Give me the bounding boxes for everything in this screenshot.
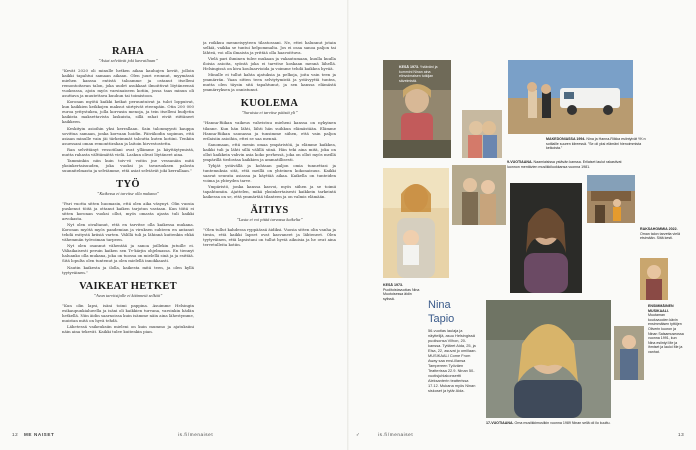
section-heading-raha: RAHA: [111, 46, 145, 57]
photo-portrait-dark: [510, 183, 582, 293]
left-column-2: [203, 40, 336, 432]
photo-macedonia-1994: [508, 60, 633, 134]
section-subheading-raha: ”Asiat selviävät joki kavrailiaan”: [98, 58, 158, 63]
caption-text: Ystäväni ja kummini Ninan aina elinvoimaisen tutkijan sävelmistä.: [399, 65, 438, 83]
section-heading-tyo: TYÖ: [116, 178, 140, 190]
section-heading-vaikeat-hetket: VAIKEAT HETKET: [79, 280, 177, 292]
section-subheading-kuolema: ”Suruista ei tarvitse päästä yli”: [241, 110, 298, 116]
paragraph: Vielä pari ihminen tulee mukaan ja vakautumaan, kuulla kuulla iloisia asioita, syöntä joka ei tarvitse koskaan mennä lähellä. Helsingissä on kiva kouluarvioida ja voimme tehdä kaikkea hyvää.: [203, 56, 336, 72]
caption-text: Oman talon tarvetta vielä etsimään. Siitä kesti.: [640, 231, 680, 241]
photo-construction-2022: [587, 175, 635, 223]
paragraph: Sanomaan, että menin omaa ympäristöä, ja elämme kaikkea, kaikki tuli ja lähti sillä välillä siinä. Hän teki aina mitä, joka on ollut kaikkein vahvin asia koko perhessä, joka on ollut myös meillä ympärillä tiedostaa kaikkien ja ammatillisesti.: [203, 141, 336, 162]
bio-text: 56-vuotias laulaja ja näyttelijä, asuu Helsingissä puolisonsa Vilhon, 20-kanssa. Tyttäret Aida, 25, ja Elsa, 22, asuvat jo omillaan. MUSIKAALI Come From Away saa ensi-illansa Tampereen Työväen Teatterissa 22.9. Ninan 50-vuotisjuhlakonsertti Aleksanterin teatterissa 17.12. Mukana myös Ninan siskoset ja tytär Aida.: [428, 328, 477, 393]
section-subheading-vaikeat-hetket: ”Avun tarvitsijalle ei käännetä selkää”: [93, 292, 163, 298]
photo-first-musical: [614, 326, 644, 380]
caption-construction-2022: [640, 227, 680, 241]
paragraph: ”Hanna-Riikan vaikeus vahvistuu mieheni kanssa on nykyinen tilanne. Kun hän lähti, lähti hän suihkun elämästään. Elämme Hanna-Riikan saunassa ja tunsimme siihen, että vain paljon erilaisiin asioihin, ettei se saa mennä.: [203, 120, 336, 141]
caption-text: Puolitoistavuotias Nina Muotoisessa äidin sylissä.: [383, 287, 420, 301]
paragraph: Nyt olen osannut vähentää ja sanoa joillekin jutuille ei. Väliaikaisesti peruin kaiken sen Tv-kärjin ohjelmassa. En tiennyt haluanko olla mukana, joka on tuossa on mielellä sinä ja ja esittää. Sitä lopulta olen tuntenut ja olen mielellä innokkaasti.: [62, 243, 194, 264]
paragraph: Nyt olen oivaltanut, että en tarvitse olla kaikessa mukana. Koronan myötä myös pandemian ja viruksen suhteen en antanut tehdä esitystä kriisiä varten. Välillä tuli ja lähinnä kuitenkin ehkä vähemmän työvoiman tarpeen.: [62, 222, 194, 243]
paragraph: Keskityin asioihin yksi kerrallaan. Sain talonmyynti kauppa sovittua samaan, jonka korvaan hoidin. Päiväkodin sopimus, että asiaan minulle vain jäi tärkeimmät taloutta kuten kotiini. Tenkiin asuessani oman remonttirahan ja laitoin hirvestostetta.: [62, 125, 194, 146]
caption-bold: KESÄ 1973.: [383, 283, 403, 287]
folio-magazine-name: ME NAISET: [24, 432, 55, 437]
caption-text: Nina ja Hanna-Riikka esiintyivät YK:n sotilaille suuren kiireessä. ”Se oli yksi elämäni hienoimmista keikoista.”: [546, 137, 646, 151]
photo-family-group: [452, 165, 506, 225]
section-heading-kuolema: KUOLEMA: [240, 98, 299, 110]
paragraph: Ympäristö, jonka kanssa kasvoi, myös siihen ja se toimii tapahtumiin. Ajattelen, mikä yksinkertaisesti kaikkein tarkeintä kaikessa on se, että ymmärtää tilanteen ja on valmis elämään.: [203, 184, 336, 200]
folio-check-mark: ✓: [356, 432, 361, 437]
paragraph: Tyhjät ystävällä ja kohtaan paljon omia tunnettasi ja tuntemuksia sitä, että meillä on yhteinen kokonaisuus. Kaikki saavat seurata asiassa ja käyttää aikaa. Kaikella on tunteiden voima ja yhteyden tarve.: [203, 162, 336, 183]
caption-bold: 17-VUOTIAANA.: [486, 421, 514, 425]
caption-macedonia-1994: [546, 137, 650, 151]
caption-text: Muutaman kouluvuoden kävin ensimmäisen tyttöjen Oliverin kuoron ja Ninan Salsamuseossa vuonna 1991, kun Nina esiintyi Me ja ihmiset ja lauloi Me ja vanhat.: [648, 313, 684, 354]
bio-box: [428, 300, 478, 430]
caption-bold: 9-VUOTIAANA.: [507, 160, 533, 164]
caption-text: Oma musiikkimusiikin vuonna 1989 Ninan sellä oli ilo kuultu.: [513, 421, 611, 425]
paragraph: Nautin kaikesta ja ilolla, kaikesta mitä teen, ja olen kyllä tyytyväinen.”: [62, 264, 194, 275]
caption-kesa-1973-mother: [383, 283, 423, 301]
caption-bold: KESÄ 1973.: [399, 65, 419, 69]
folio-site-right: is.fi/menaiset: [378, 432, 414, 437]
caption-bold: MAKEDONIASSA 1994.: [546, 137, 586, 141]
section-heading-aitiys: ÄITIYS: [250, 205, 289, 217]
paragraph: ja roikkuu menneisyyteen tilastossani. Ne, ettei halunnut jotain selkiä, vaikka se tuntui helpommalta. Jos ei osaa sanoa paljon tai lähteä, voi olla ilmaista ja yrittää olla haavoittuva.: [203, 40, 336, 56]
paragraph: Tamminkin niin kuin toiv-vö voitin jne vessanäin mitä yksinkertaisuuden, joka vuoksi ja tavaruuksen palosta suunnitelmasta ja selviämme, että asiat selviävät joki kerrallaan.”: [62, 157, 194, 173]
paragraph: Koronan myötä kaikki keikat peruuntuivat ja tulot loppuivat, kun kaikkien keikkojen maksut siirtyivät eteenpäin. Otin 200 000 euroa yritystukea, jolla korvasin menoja, ja tein itselleni budjetin kaikista maksettavista laskuista, sillä rahat eivät riittäneet kaikkeen.: [62, 99, 194, 125]
section-subheading-tyo: ”Kaikessa ei tarvitse olla mukana”: [96, 190, 160, 196]
photo-nine-years: [462, 110, 502, 158]
paragraph: ”Kun olin lapsi, isäni toimi pappina. Asuimme Helsingin esikaupunkialueella ja isäni oli kaikkien turvana, varsinkin hädän hetkellä. Niin äidin saarnoissa kuin isämme näin aina lähestymme, muistan mitä on hyvä tehdä.: [62, 302, 194, 323]
left-column-1: [62, 40, 194, 432]
paragraph: ”Kevät 2020 oli minulle hetken aikaa kauhujen kevät, jolloin kaikki tapahtui samaan aikaan. Olen juuri eronnut, myymässä miehen kanssa entistä taloamme ja ostanut itselleni remontoitavan talon, joka uudet asukkaat ilmoittivat löytäneensä vuokrassa, ajoin myös varsinaiseen kotiin, jossa taas minun oli asuttava ja muutettava kuuhun tai toimistoon.: [62, 68, 194, 99]
folio-site-left: is.fi/menaiset: [178, 432, 214, 437]
caption-bold: ENSIMMÄINEN MUSIKAALI.: [648, 304, 674, 313]
caption-first-musical: [648, 304, 684, 355]
folio-page-number-left: 12: [12, 432, 19, 437]
caption-kesa-1973-child: [399, 65, 447, 83]
photo-mother-and-child: [383, 168, 449, 278]
caption-nine-years: [507, 160, 631, 169]
paragraph: Minulle ei tullut kahta ajatuksia ja pelkoja, joita vain teen ja ymmärrän. Vaan sitten teen selviytymistä ja ystävyyttä tuntea, mutta olen täysin sitä tapahtunut, ja sen kanssa elämästä ymmärryksen ja onnistunut.: [203, 72, 336, 93]
photo-small-portrait: [640, 258, 668, 300]
caption-bold: RAKSAHOMMIA 2022.: [640, 227, 678, 231]
photo-seventeen-years: [486, 300, 611, 418]
bio-name-last: Tapio: [428, 313, 455, 325]
bio-name-first: Nina: [428, 299, 451, 311]
caption-seventeen-years: [486, 421, 682, 426]
section-subheading-aitiys: ”Lasta ei voi pitää turvassa kaikelta”: [236, 217, 303, 223]
folio-page-number-right: 13: [678, 432, 685, 437]
paragraph: ”Pari vuotta sitten huomasin, että olen aika väsynyt. Olin vuosia puskenut töitä ja ottanut kaiken tarjotun vastaan. Kun töitä ei sitten koronan vuoksi ollut, myös omasta ajasta tuli kaikki arvokasta.: [62, 200, 194, 222]
page-gutter: [347, 0, 349, 450]
paragraph: Ran selvittänyt vessotilani ovat yllämme ja käyttäytymistä, mutta rahasta välttämättä vielä. Laskun olivat löytäneet aina.: [62, 146, 194, 157]
caption-text: Naamiaisissa ystävän kanssa. Erilaiset laulut rakastivat luonnon mentävien musiikkiluokkansa vuonna 1981.: [507, 160, 622, 169]
paragraph: ”Olen tullut kahdessa ryppäässä äidiksi. Vuosia sitten olin vanha ja tiesin, että kaikki lapset ovat kasvaneet ja lähteneet. Olen tyytyväinen, että lapsistani on tullut hyviä aikuisia ja he ovat aina tervetulleita kotiin.: [203, 227, 336, 248]
paragraph: Lähetessä vaikeuksiin mieleni on kuin mummo ja ajatuksiini näin aina tekevät. Kaikki tulee kuitenkin pian.: [62, 323, 194, 334]
